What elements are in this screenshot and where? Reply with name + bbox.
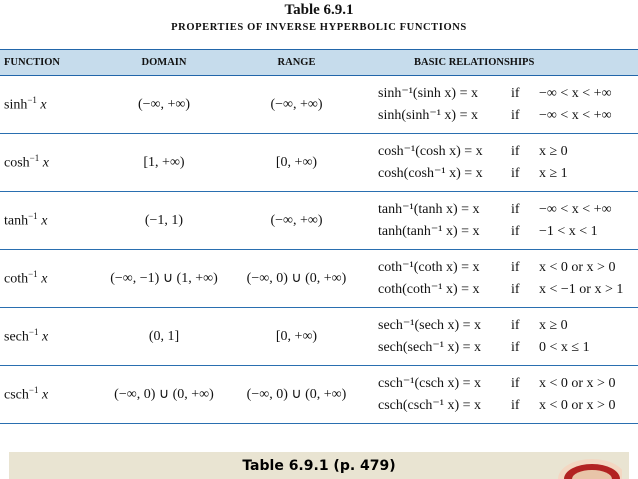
function-cell <box>0 269 97 288</box>
relationship-line <box>378 279 638 301</box>
range-cell: [0, +∞) <box>275 154 318 170</box>
relationship-line <box>378 315 638 337</box>
function-variable: x <box>38 329 49 345</box>
relationship-condition: x < −1 or x > 1 <box>539 281 624 297</box>
function-name: cosh <box>4 155 30 171</box>
relationship-identity: cosh⁻¹(cosh x) = x <box>378 144 483 159</box>
logo-emblem <box>532 453 622 479</box>
relationship-condition: x ≥ 1 <box>539 165 568 181</box>
function-variable: x <box>37 213 48 229</box>
relationship-condition: x < 0 or x > 0 <box>539 375 616 391</box>
relationship-if: if <box>511 317 520 333</box>
function-variable: x <box>38 387 49 403</box>
function-variable: x <box>37 271 48 287</box>
function-name: tanh <box>4 213 29 229</box>
header-range: RANGE <box>277 57 316 68</box>
function-superscript: −1 <box>28 211 38 222</box>
relationship-if: if <box>511 223 520 239</box>
relationship-identity: coth⁻¹(coth x) = x <box>378 260 480 275</box>
relationships-cell <box>362 199 638 243</box>
relationship-if: if <box>511 85 520 101</box>
relationship-condition: x < 0 or x > 0 <box>539 397 616 413</box>
relationship-if: if <box>511 339 520 355</box>
relationship-line <box>378 337 638 359</box>
relationship-identity: coth(coth⁻¹ x) = x <box>378 282 480 297</box>
table-row <box>0 76 638 134</box>
function-name: csch <box>4 387 29 403</box>
table-row <box>0 192 638 250</box>
relationship-condition: −∞ < x < +∞ <box>539 201 612 217</box>
relationship-line <box>378 373 638 395</box>
relationship-condition: x < 0 or x > 0 <box>539 259 616 275</box>
table-row <box>0 366 638 424</box>
table-row <box>0 250 638 308</box>
function-cell <box>0 385 97 404</box>
properties-table <box>0 49 638 424</box>
table-header-row <box>0 49 638 76</box>
function-name: coth <box>4 271 29 287</box>
relationship-condition: −∞ < x < +∞ <box>539 85 612 101</box>
function-cell <box>0 153 97 172</box>
emblem-icon <box>532 453 622 479</box>
relationship-identity: sinh(sinh⁻¹ x) = x <box>378 108 478 123</box>
function-cell <box>0 95 97 114</box>
relationship-line <box>378 83 638 105</box>
function-superscript: −1 <box>27 95 37 106</box>
relationship-if: if <box>511 201 520 217</box>
relationship-line <box>378 257 638 279</box>
range-cell: (−∞, 0) ∪ (0, +∞) <box>246 387 347 402</box>
caption-text: Table 6.9.1 (p. 479) <box>242 457 396 474</box>
function-superscript: −1 <box>28 269 38 280</box>
header-function: FUNCTION <box>4 57 61 68</box>
relationship-line <box>378 395 638 417</box>
relationship-identity: tanh⁻¹(tanh x) = x <box>378 202 480 217</box>
function-name: sinh <box>4 97 28 113</box>
relationship-line <box>378 221 638 243</box>
function-cell <box>0 211 97 230</box>
relationship-condition: x ≥ 0 <box>539 143 568 159</box>
relationship-condition: −1 < x < 1 <box>539 223 598 239</box>
relationship-identity: csch⁻¹(csch x) = x <box>378 376 482 391</box>
function-superscript: −1 <box>28 327 39 338</box>
relationship-condition: 0 < x ≤ 1 <box>539 339 590 355</box>
table-title: Table 6.9.1 <box>284 2 354 18</box>
domain-cell: (−∞, +∞) <box>137 96 191 112</box>
relationships-cell <box>362 373 638 417</box>
function-cell <box>0 327 97 346</box>
header-domain: DOMAIN <box>141 57 187 68</box>
relationship-condition: x ≥ 0 <box>539 317 568 333</box>
relationship-line <box>378 105 638 127</box>
relationship-if: if <box>511 143 520 159</box>
relationship-if: if <box>511 281 520 297</box>
function-superscript: −1 <box>28 385 39 396</box>
relationship-line <box>378 163 638 185</box>
domain-cell: (0, 1] <box>148 328 180 344</box>
header-relationships: BASIC RELATIONSHIPS <box>414 57 535 68</box>
relationships-cell <box>362 315 638 359</box>
relationship-identity: sinh⁻¹(sinh x) = x <box>378 86 478 101</box>
domain-cell: (−∞, −1) ∪ (1, +∞) <box>110 271 218 286</box>
domain-cell: (−1, 1) <box>144 212 184 228</box>
relationship-if: if <box>511 165 520 181</box>
function-variable: x <box>39 155 49 171</box>
relationship-if: if <box>511 259 520 275</box>
range-cell: (−∞, +∞) <box>270 96 323 112</box>
relationship-line <box>378 199 638 221</box>
relationship-identity: sech(sech⁻¹ x) = x <box>378 340 482 355</box>
relationship-condition: −∞ < x < +∞ <box>539 107 612 123</box>
relationship-identity: tanh(tanh⁻¹ x) = x <box>378 224 480 239</box>
relationship-identity: sech⁻¹(sech x) = x <box>378 318 482 333</box>
relationship-identity: csch(csch⁻¹ x) = x <box>378 398 482 413</box>
relationship-line <box>378 141 638 163</box>
range-cell: (−∞, 0) ∪ (0, +∞) <box>246 271 347 286</box>
function-variable: x <box>36 97 47 113</box>
relationships-cell <box>362 257 638 301</box>
function-name: sech <box>4 329 29 345</box>
table-subtitle: PROPERTIES OF INVERSE HYPERBOLIC FUNCTIONS <box>171 22 467 33</box>
table-body <box>0 76 638 424</box>
relationship-if: if <box>511 397 520 413</box>
range-cell: [0, +∞) <box>275 328 318 344</box>
table-row <box>0 134 638 192</box>
domain-cell: [1, +∞) <box>143 154 185 170</box>
domain-cell: (−∞, 0) ∪ (0, +∞) <box>114 387 214 402</box>
table-row <box>0 308 638 366</box>
relationships-cell <box>362 83 638 127</box>
function-superscript: −1 <box>29 153 40 164</box>
relationship-if: if <box>511 107 520 123</box>
relationship-if: if <box>511 375 520 391</box>
relationships-cell <box>362 141 638 185</box>
relationship-identity: cosh(cosh⁻¹ x) = x <box>378 166 483 181</box>
range-cell: (−∞, +∞) <box>270 212 323 228</box>
